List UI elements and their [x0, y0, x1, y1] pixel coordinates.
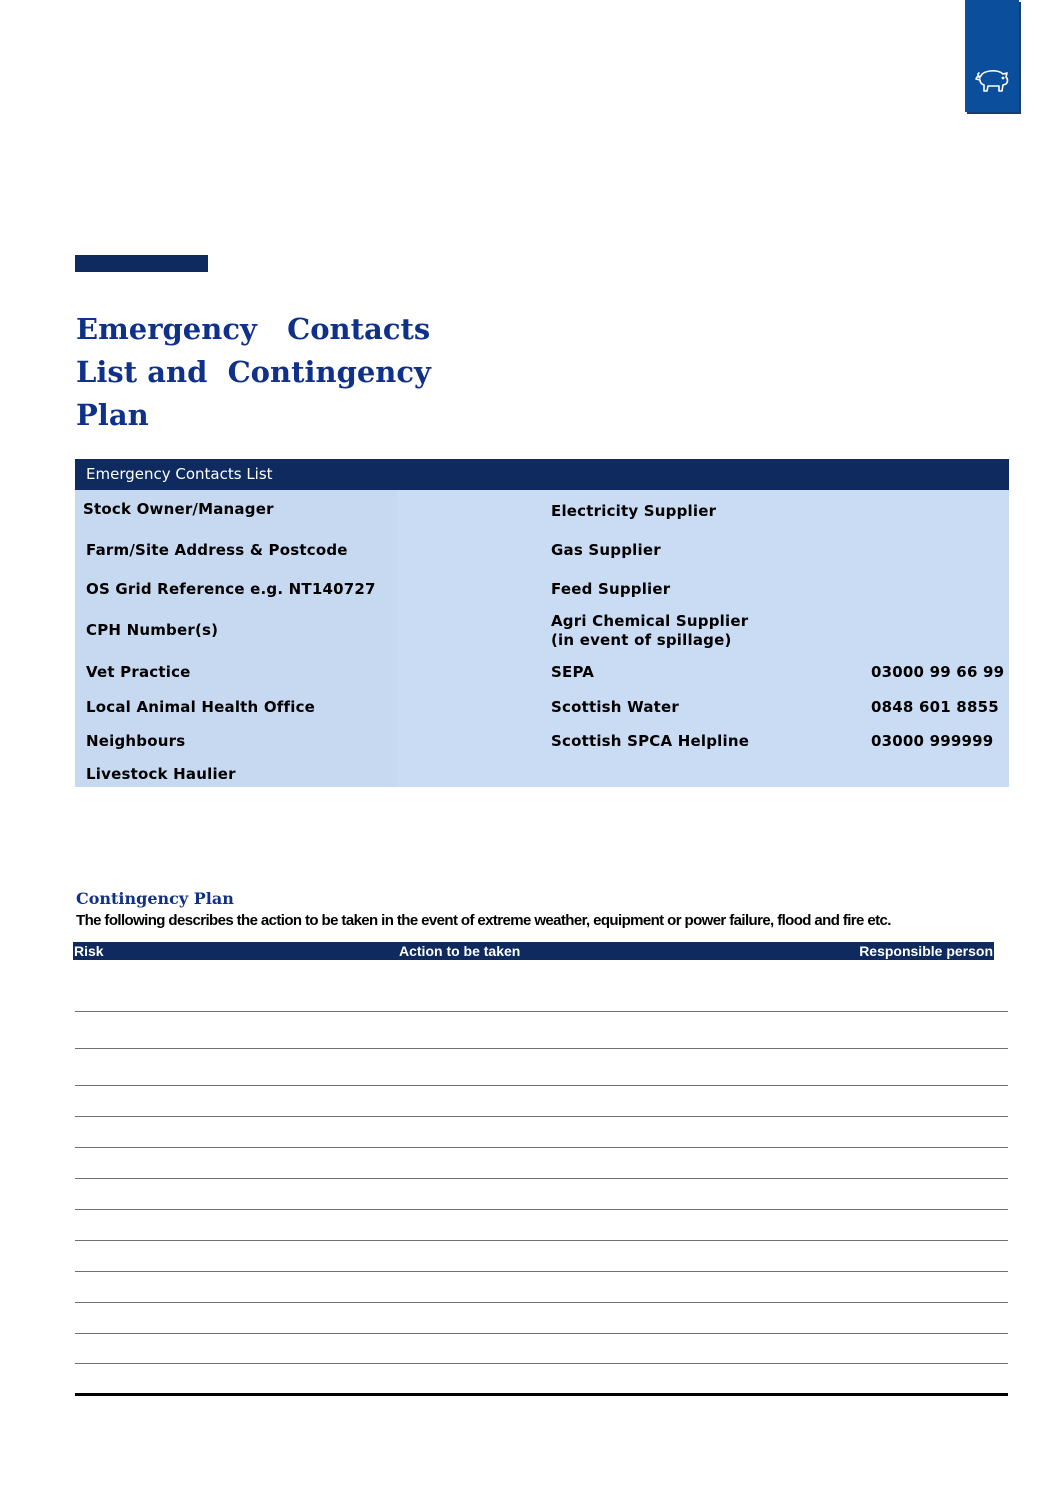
title-line-3: Plan — [76, 398, 149, 432]
contact-label-gas: Gas Supplier — [551, 541, 661, 559]
contingency-row-line — [75, 1333, 1008, 1334]
column-risk: Risk — [74, 943, 104, 959]
contact-label-spca: Scottish SPCA Helpline — [551, 732, 750, 750]
contact-label-haulier: Livestock Haulier — [86, 765, 236, 783]
contact-label-cph: CPH Number(s) — [86, 621, 219, 639]
title-line-1: Emergency Contacts — [76, 312, 431, 346]
contingency-row-line — [75, 1085, 1008, 1086]
contact-label-os-grid: OS Grid Reference e.g. NT140727 — [86, 580, 376, 598]
contact-number-sepa: 03000 99 66 99 — [871, 663, 1005, 681]
pig-icon — [972, 64, 1012, 96]
contingency-row-line — [75, 1209, 1008, 1210]
contingency-row-line — [75, 1393, 1008, 1396]
corner-tab — [965, 0, 1019, 112]
contingency-row-line — [75, 1271, 1008, 1272]
contingency-row-line — [75, 1147, 1008, 1148]
contact-label-neighbours: Neighbours — [86, 732, 186, 750]
contact-label-farm-address: Farm/Site Address & Postcode — [86, 541, 348, 559]
contact-label-stock-owner: Stock Owner/Manager — [83, 500, 274, 518]
contact-label-sepa: SEPA — [551, 663, 595, 681]
contact-number-scottish-water: 0848 601 8855 — [871, 698, 999, 716]
contingency-row-line — [75, 1116, 1008, 1117]
contact-label-scottish-water: Scottish Water — [551, 698, 679, 716]
page-title — [76, 308, 431, 437]
contact-label-electricity: Electricity Supplier — [551, 502, 717, 520]
contingency-table-header — [73, 942, 994, 960]
contingency-row-line — [75, 1302, 1008, 1303]
contingency-description: The following describes the action to be taken in the event of extreme weather, equipment or power failure, flood and fire etc. — [76, 912, 891, 929]
contact-label-vet: Vet Practice — [86, 663, 191, 681]
contingency-row-line — [75, 1178, 1008, 1179]
contact-label-agri-chemical-note: (in event of spillage) — [551, 631, 732, 649]
column-responsible: Responsible person — [859, 943, 993, 959]
contact-number-spca: 03000 999999 — [871, 732, 994, 750]
contingency-row-line — [75, 1363, 1008, 1364]
title-line-2: List and Contingency — [76, 355, 431, 389]
contingency-row-line — [75, 1011, 1008, 1012]
contact-label-feed: Feed Supplier — [551, 580, 671, 598]
column-action: Action to be taken — [399, 943, 521, 959]
contingency-row-line — [75, 1240, 1008, 1241]
contact-label-agri-chemical: Agri Chemical Supplier — [551, 612, 749, 630]
emergency-contacts-panel — [75, 459, 1009, 787]
accent-bar — [75, 255, 208, 272]
contingency-row-line — [75, 1048, 1008, 1049]
contacts-heading: Emergency Contacts List — [75, 459, 1009, 490]
contingency-heading: Contingency Plan — [76, 889, 234, 908]
contact-label-animal-health: Local Animal Health Office — [86, 698, 316, 716]
